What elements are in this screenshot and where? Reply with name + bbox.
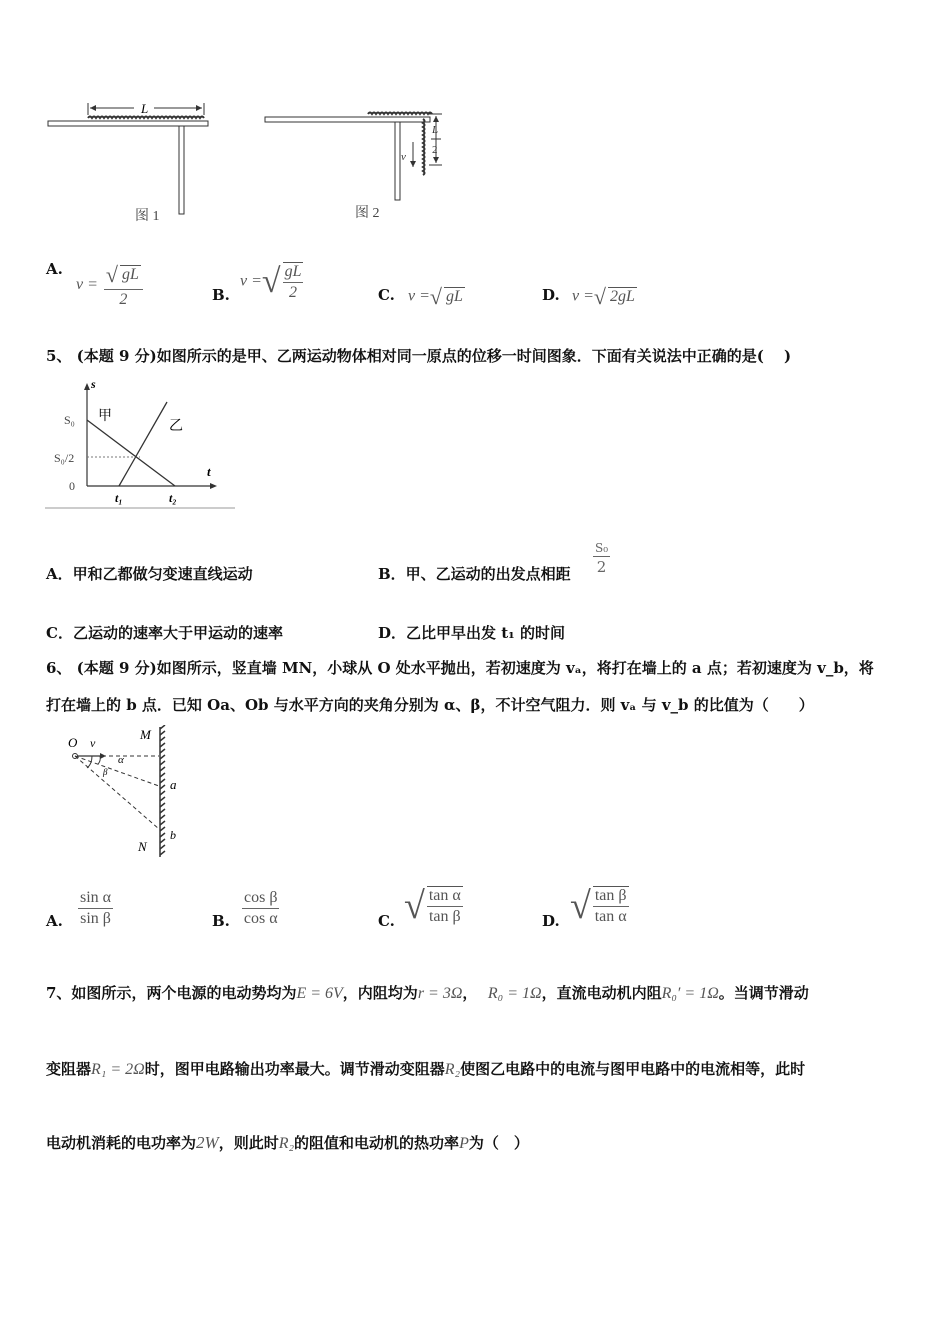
q6-v-label: v — [90, 736, 96, 750]
q6-option-a-num: sin α — [78, 889, 113, 909]
q6-option-b-letter: B. — [212, 912, 230, 930]
q6-stem-line1: 6、 (本题 9 分)如图所示，竖直墙 MN，小球从 O 处水平抛出，若初速度为 vₐ，将打在墙上的 a 点；若初速度为 v_b，将 — [46, 659, 874, 677]
q7-internal-resistance: r = 3Ω — [417, 985, 463, 1002]
q5-stem: 5、 (本题 9 分)如图所示的是甲、乙两运动物体相对同一原点的位移一时间图象．下面有关说法中正确的是( ) — [46, 347, 792, 365]
q5-s0-label: S₀ — [64, 413, 75, 427]
q5-t2-label: t₂ — [169, 491, 177, 505]
q7-l2-text-a: 变阻器 — [46, 1060, 92, 1078]
q7-heat-power: P — [459, 1135, 469, 1152]
q6-o-label: O — [68, 735, 78, 750]
figure-2 — [265, 113, 442, 222]
fig1-length-label: L — [141, 101, 149, 116]
q4-option-c[interactable] — [378, 286, 395, 304]
q5-option-b-num: S₀ — [595, 541, 609, 555]
chain-figures — [40, 95, 460, 230]
q7-l3-text-a: 电动机消耗的电功率为 — [46, 1134, 197, 1152]
q6-option-d-num: tan β — [593, 887, 629, 907]
q7-l1-text-c: ， — [462, 984, 478, 1002]
q5-option-b-den: 2 — [596, 558, 607, 576]
q6-alpha-label: α — [118, 754, 124, 766]
q7-l1-text-d: ，直流电动机内阻 — [541, 984, 662, 1002]
q6-option-a[interactable] — [46, 912, 63, 930]
q7-l3-text-c: 的阻值和电动机的热功率 — [294, 1134, 460, 1152]
q6-option-c-math: √ $\frac{\text{tan α}}{\text{tan β}}$ — [404, 885, 461, 927]
fig2-length-den: 2 — [432, 144, 438, 156]
q4-option-d-math: v =√ 2gL — [572, 284, 635, 309]
q7-l3-text-b: ，则此时 — [218, 1134, 279, 1152]
q4-option-a[interactable] — [46, 260, 63, 278]
q6-n-label: N — [138, 839, 147, 854]
q6-beta-label: β — [103, 767, 108, 777]
q6-option-a-math — [76, 889, 115, 928]
q5-t1-label: t₁ — [115, 491, 123, 505]
q5-option-b[interactable] — [378, 563, 571, 584]
q6-option-b-den: cos α — [243, 910, 278, 927]
q6-m-label: M — [140, 727, 151, 742]
q6-stem-line2: 打在墙上的 b 点．已知 Oa、Ob 与水平方向的夹角分别为 α、β，不计空气阻力．则 vₐ 与 v_b 的比值为（ ） — [46, 696, 814, 714]
q7-power: 2W — [196, 1133, 219, 1152]
fig2-caption: 图 2 — [355, 206, 380, 221]
q6-option-d-den: tan α — [594, 908, 627, 925]
q4-option-b[interactable] — [212, 286, 230, 304]
q5-line-jia — [87, 420, 175, 486]
q6-option-c-num: tan α — [427, 887, 463, 907]
q6-option-c-letter: C. — [378, 912, 395, 930]
q5-option-b-text: B．甲、乙运动的出发点相距 — [378, 565, 571, 583]
q4-expr-text-store — [0, 1330, 1, 1331]
q6-b-label: b — [170, 828, 176, 842]
q7-line2 — [46, 1058, 805, 1079]
q5-graph — [45, 378, 235, 510]
q5-s0-half-label: S₀/2 — [54, 451, 75, 465]
q6-option-b-num: cos β — [242, 889, 279, 909]
q5-option-a[interactable]: A．甲和乙都做匀变速直线运动 — [46, 565, 253, 583]
q6-option-b-math — [240, 889, 281, 928]
q6-a-label: a — [170, 777, 177, 792]
q4-option-d-letter: D. — [542, 286, 560, 304]
q7-l1-text-e: 。当调节滑动 — [718, 984, 809, 1002]
fig1-caption: 图 1 — [135, 209, 160, 224]
q4-option-b-math: v =√ $\frac{gL}{2}$ — [240, 263, 302, 301]
q7-l1-text-a: 7、如图所示，两个电源的电动势均为 — [46, 984, 297, 1002]
q7-l2-text-b: 时，图甲电路输出功率最大。调节滑动变阻器 — [144, 1060, 445, 1078]
q4-option-b-letter: B. — [212, 286, 230, 304]
q5-origin-label: 0 — [69, 479, 75, 493]
q5-t-axis-label: t — [207, 464, 211, 479]
q5-option-c[interactable]: C．乙运动的速率大于甲运动的速率 — [46, 624, 283, 642]
q6-option-c-den: tan β — [428, 908, 461, 925]
q5-option-d[interactable]: D．乙比甲早出发 t₁ 的时间 — [378, 624, 565, 642]
q4-option-c-math: v =√ gL — [408, 284, 463, 309]
q5-jia-label: 甲 — [98, 409, 112, 424]
q4-option-d[interactable] — [542, 286, 560, 304]
q6-option-d-math: √ $\frac{\text{tan β}}{\text{tan α}}$ — [570, 885, 627, 927]
q7-l2-text-c: 使图乙电路中的电流与图甲电路中的电流相等，此时 — [460, 1060, 806, 1078]
q6-option-c[interactable] — [378, 912, 395, 930]
q4-option-a-letter: A. — [46, 260, 63, 278]
figure-1 — [48, 101, 208, 224]
q7-l1-text-b: ，内阻均为 — [342, 984, 418, 1002]
q7-r1: R₁ = 2Ω — [91, 1061, 145, 1078]
q5-line-yi — [119, 402, 167, 486]
q4-expr-b — [0, 1330, 1, 1331]
q7-emf: E = 6V — [296, 985, 343, 1002]
q7-r2: R₂ — [444, 1061, 461, 1078]
q4-option-a-math: v = $\frac{√ gL}{2}$ — [76, 262, 145, 309]
q5-option-b-fraction — [591, 541, 612, 576]
q6-option-d-letter: D. — [542, 912, 560, 930]
q7-l3-text-d: 为（ ） — [468, 1134, 529, 1152]
q7-r0: R₀ = 1Ω — [487, 985, 542, 1002]
q7-line3 — [46, 1132, 529, 1153]
q7-motor-resistance: R₀′ = 1Ω — [661, 985, 719, 1002]
q5-yi-label: 乙 — [169, 419, 183, 434]
q6-option-b[interactable] — [212, 912, 230, 930]
q6-figure — [62, 725, 192, 860]
q6-option-a-letter: A. — [46, 912, 63, 930]
q7-line1 — [46, 982, 809, 1003]
q5-s-axis-label: s — [91, 378, 96, 391]
fig2-length-num: L — [432, 124, 439, 136]
q6-option-a-den: sin β — [80, 910, 111, 927]
q6-option-d[interactable] — [542, 912, 560, 930]
q7-r2-ref: R₂ — [278, 1135, 295, 1152]
fig2-velocity-label: v — [401, 151, 406, 163]
q4-option-c-letter: C. — [378, 286, 395, 304]
